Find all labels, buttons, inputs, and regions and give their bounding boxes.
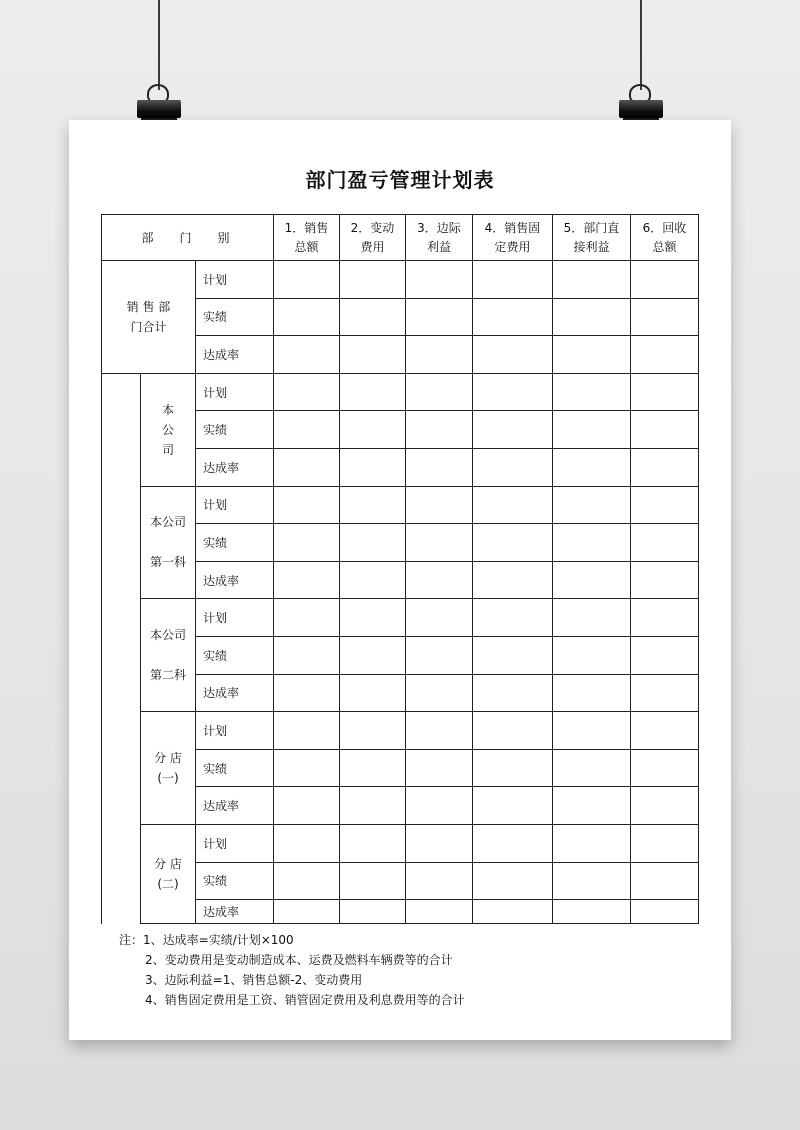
data-cell[interactable] <box>631 674 699 712</box>
row-label-rate: 达成率 <box>196 900 274 924</box>
data-cell[interactable] <box>473 448 553 486</box>
col-header-marginal-profit: 3．边际 利益 <box>406 215 473 261</box>
data-cell[interactable] <box>274 900 340 924</box>
data-cell[interactable] <box>406 636 473 674</box>
data-cell[interactable] <box>340 787 406 825</box>
row-label-rate: 达成率 <box>196 448 274 486</box>
row-label-rate: 达成率 <box>196 787 274 825</box>
data-cell[interactable] <box>473 862 553 900</box>
data-cell[interactable] <box>406 373 473 411</box>
data-cell[interactable] <box>553 674 631 712</box>
data-cell[interactable] <box>274 336 340 374</box>
hanging-wire-left <box>158 0 160 90</box>
data-cell[interactable] <box>340 900 406 924</box>
data-cell[interactable] <box>553 787 631 825</box>
row-label-actual: 实绩 <box>196 411 274 449</box>
row-label-plan: 计划 <box>196 373 274 411</box>
data-cell[interactable] <box>553 599 631 637</box>
data-cell[interactable] <box>473 636 553 674</box>
page-title: 部门盈亏管理计划表 <box>305 168 495 192</box>
data-cell[interactable] <box>340 298 406 336</box>
data-cell[interactable] <box>631 561 699 599</box>
row-label-rate: 达成率 <box>196 674 274 712</box>
row-label-plan: 计划 <box>196 261 274 299</box>
data-cell[interactable] <box>473 411 553 449</box>
data-cell[interactable] <box>274 524 340 562</box>
data-cell[interactable] <box>406 561 473 599</box>
row-label-actual: 实绩 <box>196 298 274 336</box>
data-cell[interactable] <box>274 712 340 750</box>
data-cell[interactable] <box>406 787 473 825</box>
data-cell[interactable] <box>473 298 553 336</box>
data-cell[interactable] <box>340 824 406 862</box>
data-cell[interactable] <box>340 636 406 674</box>
row-label-plan: 计划 <box>196 599 274 637</box>
table-row <box>102 486 699 524</box>
plan-table <box>101 214 699 924</box>
data-cell[interactable] <box>274 373 340 411</box>
table-row <box>102 824 699 862</box>
data-cell[interactable] <box>274 486 340 524</box>
note-item: 注：1、达成率=实绩/计划×100 <box>119 933 294 947</box>
data-cell[interactable] <box>406 261 473 299</box>
data-cell[interactable] <box>340 373 406 411</box>
table-row <box>102 261 699 299</box>
data-cell[interactable] <box>406 411 473 449</box>
header-row <box>102 215 699 261</box>
data-cell[interactable] <box>553 712 631 750</box>
data-cell[interactable] <box>340 674 406 712</box>
data-cell[interactable] <box>553 298 631 336</box>
data-cell[interactable] <box>274 261 340 299</box>
data-cell[interactable] <box>553 636 631 674</box>
group-label: 分 店 (二) <box>141 824 196 923</box>
data-cell[interactable] <box>473 749 553 787</box>
data-cell[interactable] <box>631 298 699 336</box>
data-cell[interactable] <box>274 411 340 449</box>
data-cell[interactable] <box>473 486 553 524</box>
data-cell[interactable] <box>406 674 473 712</box>
data-cell[interactable] <box>274 824 340 862</box>
data-cell[interactable] <box>406 712 473 750</box>
data-cell[interactable] <box>274 448 340 486</box>
data-cell[interactable] <box>631 373 699 411</box>
data-cell[interactable] <box>631 448 699 486</box>
data-cell[interactable] <box>473 524 553 562</box>
data-cell[interactable] <box>631 411 699 449</box>
indent-cell <box>102 373 141 923</box>
data-cell[interactable] <box>406 900 473 924</box>
note-item: 2、变动费用是变动制造成本、运费及燃料车辆费等的合计 <box>145 953 453 967</box>
row-label-rate: 达成率 <box>196 561 274 599</box>
group-label: 分 店 (一) <box>141 712 196 825</box>
data-cell[interactable] <box>340 448 406 486</box>
data-cell[interactable] <box>473 261 553 299</box>
row-label-rate: 达成率 <box>196 336 274 374</box>
row-label-actual: 实绩 <box>196 749 274 787</box>
data-cell[interactable] <box>553 373 631 411</box>
col-header-sales-fixed-cost: 4．销售固 定费用 <box>473 215 553 261</box>
notes-section <box>119 930 465 1010</box>
row-label-plan: 计划 <box>196 824 274 862</box>
group-label: 本公司 第一科 <box>141 486 196 599</box>
col-header-dept-direct-profit: 5．部门直 接利益 <box>553 215 631 261</box>
table-row <box>102 599 699 637</box>
data-cell[interactable] <box>553 411 631 449</box>
table-row <box>102 712 699 750</box>
data-cell[interactable] <box>340 561 406 599</box>
data-cell[interactable] <box>473 712 553 750</box>
data-cell[interactable] <box>631 862 699 900</box>
data-cell[interactable] <box>274 561 340 599</box>
data-cell[interactable] <box>274 787 340 825</box>
data-cell[interactable] <box>340 411 406 449</box>
row-label-plan: 计划 <box>196 712 274 750</box>
data-cell[interactable] <box>631 524 699 562</box>
group-label: 本 公 司 <box>141 373 196 486</box>
data-cell[interactable] <box>631 749 699 787</box>
col-header-collection-total: 6．回收 总额 <box>631 215 699 261</box>
data-cell[interactable] <box>406 862 473 900</box>
data-cell[interactable] <box>406 749 473 787</box>
data-cell[interactable] <box>553 261 631 299</box>
data-cell[interactable] <box>340 336 406 374</box>
dept-header: 部门别 <box>102 215 274 261</box>
group-label: 销 售 部 门合计 <box>102 261 196 374</box>
group-label: 本公司 第二科 <box>141 599 196 712</box>
table-row <box>102 373 699 411</box>
data-cell[interactable] <box>340 862 406 900</box>
data-cell[interactable] <box>631 712 699 750</box>
data-cell[interactable] <box>553 900 631 924</box>
data-cell[interactable] <box>274 599 340 637</box>
data-cell[interactable] <box>340 712 406 750</box>
data-cell[interactable] <box>631 336 699 374</box>
data-cell[interactable] <box>473 561 553 599</box>
data-cell[interactable] <box>631 787 699 825</box>
data-cell[interactable] <box>553 448 631 486</box>
data-cell[interactable] <box>274 674 340 712</box>
data-cell[interactable] <box>631 636 699 674</box>
col-header-variable-cost: 2．变动 费用 <box>340 215 406 261</box>
data-cell[interactable] <box>473 336 553 374</box>
data-cell[interactable] <box>340 486 406 524</box>
row-label-actual: 实绩 <box>196 524 274 562</box>
row-label-actual: 实绩 <box>196 862 274 900</box>
data-cell[interactable] <box>340 599 406 637</box>
data-cell[interactable] <box>553 524 631 562</box>
data-cell[interactable] <box>340 749 406 787</box>
data-cell[interactable] <box>473 824 553 862</box>
col-header-sales-total: 1．销售 总额 <box>274 215 340 261</box>
data-cell[interactable] <box>340 524 406 562</box>
paper-sheet <box>69 120 731 1040</box>
data-cell[interactable] <box>473 674 553 712</box>
data-cell[interactable] <box>340 261 406 299</box>
data-cell[interactable] <box>631 486 699 524</box>
data-cell[interactable] <box>473 373 553 411</box>
data-cell[interactable] <box>406 486 473 524</box>
data-cell[interactable] <box>473 787 553 825</box>
data-cell[interactable] <box>631 599 699 637</box>
row-label-plan: 计划 <box>196 486 274 524</box>
data-cell[interactable] <box>631 900 699 924</box>
data-cell[interactable] <box>553 561 631 599</box>
data-cell[interactable] <box>553 862 631 900</box>
data-cell[interactable] <box>631 824 699 862</box>
data-cell[interactable] <box>406 824 473 862</box>
data-cell[interactable] <box>406 448 473 486</box>
data-cell[interactable] <box>473 599 553 637</box>
data-cell[interactable] <box>553 824 631 862</box>
hanging-wire-right <box>640 0 642 90</box>
data-cell[interactable] <box>473 900 553 924</box>
data-cell[interactable] <box>406 599 473 637</box>
data-cell[interactable] <box>406 336 473 374</box>
note-item: 4、销售固定费用是工资、销管固定费用及利息费用等的合计 <box>145 993 465 1007</box>
row-label-actual: 实绩 <box>196 636 274 674</box>
data-cell[interactable] <box>631 261 699 299</box>
data-cell[interactable] <box>553 486 631 524</box>
data-cell[interactable] <box>553 749 631 787</box>
data-cell[interactable] <box>274 749 340 787</box>
data-cell[interactable] <box>553 336 631 374</box>
data-cell[interactable] <box>274 862 340 900</box>
note-item: 3、边际利益=1、销售总额-2、变动费用 <box>145 973 363 987</box>
data-cell[interactable] <box>274 298 340 336</box>
data-cell[interactable] <box>274 636 340 674</box>
data-cell[interactable] <box>406 524 473 562</box>
data-cell[interactable] <box>406 298 473 336</box>
